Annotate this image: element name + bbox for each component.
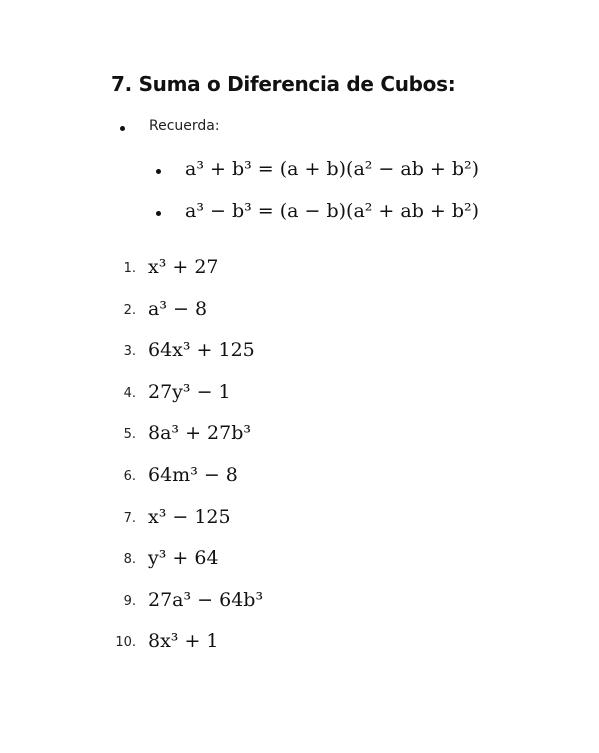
exercise-number: 8. [123, 552, 136, 568]
exercise-number: 6. [123, 468, 136, 484]
formula-sum-of-cubes: a³ + b³ = (a + b)(a² − ab + b²) [185, 158, 480, 180]
reminder-item [120, 118, 220, 134]
exercise-number: 3. [123, 344, 136, 360]
exercise-number: 5. [123, 427, 136, 443]
exercise-expression: 8a³ + 27b³ [148, 422, 251, 445]
bullet-icon [156, 169, 161, 174]
exercise-expression: 64x³ + 125 [148, 339, 255, 362]
exercise-expression: 64m³ − 8 [148, 463, 238, 486]
reminder-label: Recuerda: [149, 118, 220, 134]
exercise-expression: a³ − 8 [148, 297, 208, 320]
exercise-number: 7. [123, 510, 136, 526]
bullet-icon [156, 211, 161, 216]
exercise-expression: x³ − 125 [148, 505, 231, 528]
exercise-number: 2. [123, 302, 136, 318]
exercise-expression: 27a³ − 64b³ [148, 588, 264, 611]
exercise-expression: x³ + 27 [148, 256, 219, 278]
exercise-number: 4. [123, 385, 136, 401]
exercise-expression: 8x³ + 1 [148, 630, 219, 653]
exercise-expression: y³ + 64 [148, 547, 219, 570]
section-title: 7. Suma o Diferencia de Cubos: [111, 72, 456, 96]
bullet-icon [120, 126, 125, 131]
reminder-list [120, 118, 220, 134]
exercise-expression: 27y³ − 1 [148, 380, 231, 403]
formula-difference-of-cubes: a³ − b³ = (a − b)(a² + ab + b²) [185, 200, 480, 222]
exercise-number: 9. [123, 593, 136, 609]
exercise-number: 10. [115, 635, 136, 651]
exercise-number: 1. [123, 261, 136, 276]
